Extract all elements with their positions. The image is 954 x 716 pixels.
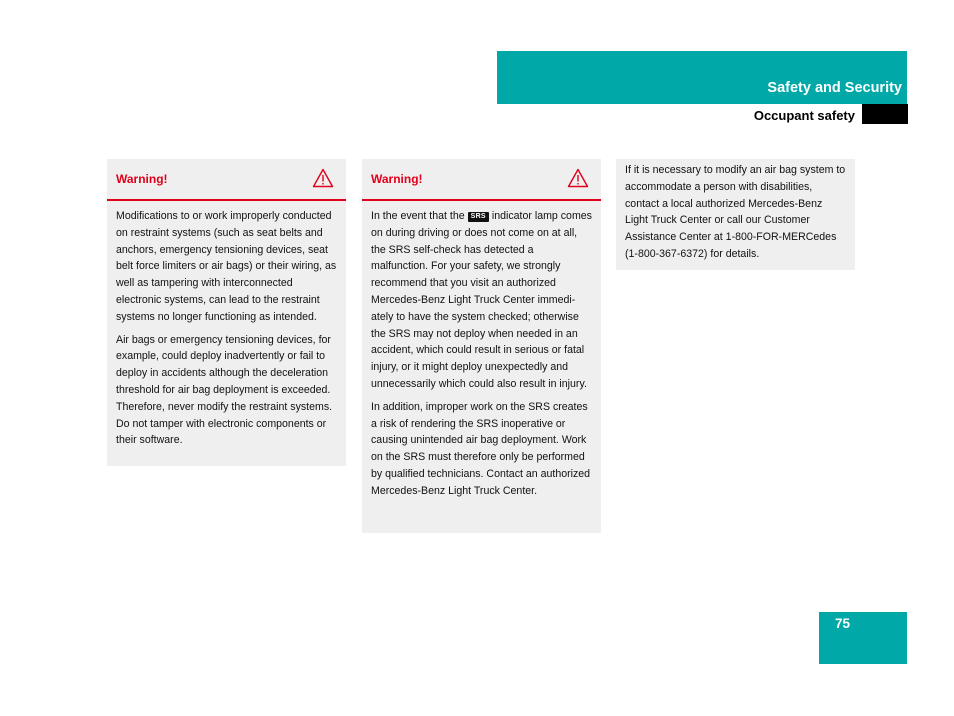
warning-box-restraint-systems: [107, 159, 346, 466]
warning-paragraph: In addition, improper work on the SRS creates a risk of rendering the SRS inoperative or causing unintended air bag deployment. Work on the SRS must therefore only be performed by qualified technicians. Contact an authorized Mercedes-Benz Light Truck Center.: [371, 400, 591, 497]
note-paragraph: If it is necessary to modify an air bag system to accommodate a person with disabilities, contact a local authorized Mercedes-Benz Light Truck Center or call our Customer Assistance Center at 1-800-FOR-MERCedes (1-800-367-6372) for details.: [625, 164, 846, 260]
warning-label: Warning!: [116, 172, 168, 186]
warning-paragraph: Air bags or emergency tensioning devices, for example, could deploy inadvertently or fail to deploy in accidents although the deceleration threshold for air bag deployment is exceeded. Therefore, never modify the restraint systems. Do not tamper with electronic components or their software.: [116, 333, 333, 447]
page-number-box: [819, 612, 907, 664]
paragraph-text: In the event that the: [371, 210, 465, 222]
warning-label: Warning!: [371, 172, 423, 186]
subsection-title: Occupant safety: [753, 108, 855, 123]
warning-paragraph: Modifications to or work improperly conducted on restraint systems (such as seat belts and anchors, emergency tensioning devices, seat belt force limiters or air bags) or their wiring, as well as tampering with interconnected electronic systems, can lead to the restraint systems no longer functioning as intended.: [116, 210, 337, 323]
warning-triangle-icon: [567, 168, 589, 188]
warning-triangle-icon: [312, 168, 334, 188]
srs-indicator-icon: SRS: [468, 212, 489, 222]
warning-paragraph: [371, 208, 592, 393]
section-header-bar: [497, 51, 907, 104]
warning-body: [362, 201, 601, 510]
page-number: 75: [835, 616, 851, 631]
note-box-disabilities: [616, 159, 855, 270]
warning-header: [362, 159, 601, 201]
warning-body: [107, 201, 346, 459]
note-body: [616, 159, 855, 273]
subsection-marker: [862, 104, 908, 124]
section-title: Safety and Security: [767, 80, 902, 96]
paragraph-text: indicator lamp comes on during driving or does not come on at all, the SRS self-check has detected a malfunction. For your safety, we strongly recommend that you visit an authorized Mercedes-Benz Light Truck Center immediately to have the system checked; otherwise the SRS may not deploy when needed in an accident, which could result in serious or fatal injury, or it might deploy unexpectedly and unnecessarily which could also result in injury.: [371, 210, 592, 390]
warning-header: [107, 159, 346, 201]
warning-box-srs: [362, 159, 601, 533]
